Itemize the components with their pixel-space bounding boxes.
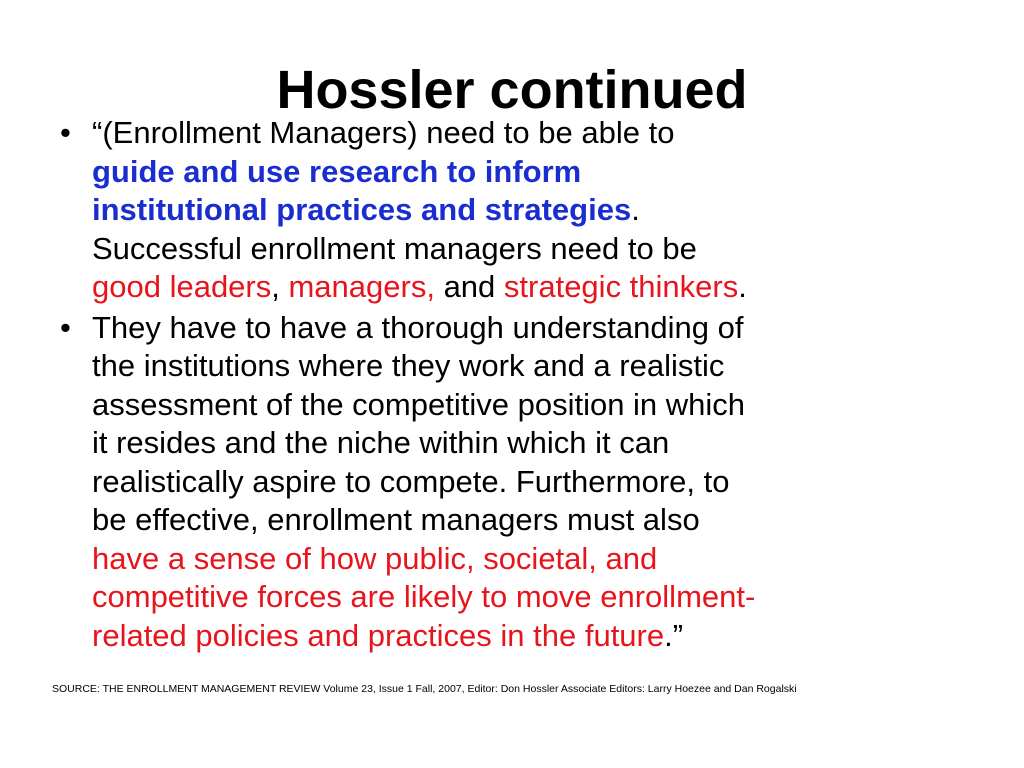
bullet-line bbox=[92, 268, 960, 307]
bullet-line bbox=[92, 424, 960, 463]
bullet-line bbox=[92, 230, 960, 269]
emphasis-text-blue: institutional practices and strategies bbox=[92, 192, 632, 227]
text-run: realistically aspire to compete. Furthermore, to bbox=[92, 463, 730, 499]
bullet-marker: • bbox=[60, 309, 71, 345]
bullet-line bbox=[92, 347, 960, 386]
emphasis-text-red: competitive forces are likely to move enrollment- bbox=[92, 579, 756, 614]
text-run: assessment of the competitive position in which bbox=[92, 386, 746, 422]
text-run: and bbox=[434, 269, 504, 304]
text-run: “(Enrollment Managers) need to be able to bbox=[92, 115, 675, 150]
text-run: be effective, enrollment managers must also bbox=[92, 502, 700, 537]
text-run: . bbox=[738, 269, 747, 304]
bullet-list bbox=[60, 114, 960, 657]
bullet-line bbox=[92, 501, 960, 540]
emphasis-text-red: good leaders bbox=[92, 269, 272, 304]
bullet-line bbox=[92, 309, 960, 348]
bullet-marker: • bbox=[60, 115, 71, 150]
bullet-line bbox=[92, 386, 960, 425]
emphasis-text-red: managers, bbox=[288, 269, 435, 304]
text-run: the institutions where they work and a realistic bbox=[92, 348, 725, 383]
emphasis-text-red: strategic thinkers bbox=[503, 269, 739, 304]
source-citation: SOURCE: THE ENROLLMENT MANAGEMENT REVIEW Volume 23, Issue 1 Fall, 2007, Editor: Don Hossler Associate Editors: Larry Hoezee and Dan Rogalski bbox=[52, 683, 797, 695]
bullet-item-2 bbox=[60, 309, 960, 656]
emphasis-text-red: have a sense of how public, societal, and bbox=[92, 540, 658, 576]
text-run: Successful enrollment managers need to be bbox=[92, 230, 697, 266]
emphasis-text-red: related policies and practices in the future bbox=[92, 617, 665, 653]
bullet-line bbox=[92, 578, 960, 617]
bullet-item-1 bbox=[60, 114, 960, 307]
bullet-line bbox=[92, 153, 960, 192]
bullet-line bbox=[92, 617, 960, 656]
bullet-line bbox=[92, 191, 960, 230]
text-run: . bbox=[631, 192, 640, 227]
bullet-line bbox=[92, 114, 960, 153]
bullet-line bbox=[92, 540, 960, 579]
emphasis-text-blue: guide and use research to inform bbox=[92, 153, 582, 189]
text-run: it resides and the niche within which it can bbox=[92, 425, 670, 460]
text-run: , bbox=[271, 269, 289, 304]
bullet-line bbox=[92, 463, 960, 502]
slide-title: Hossler continued bbox=[276, 60, 748, 121]
text-run: .” bbox=[664, 617, 684, 653]
text-run: They have to have a thorough understanding of bbox=[92, 309, 744, 345]
